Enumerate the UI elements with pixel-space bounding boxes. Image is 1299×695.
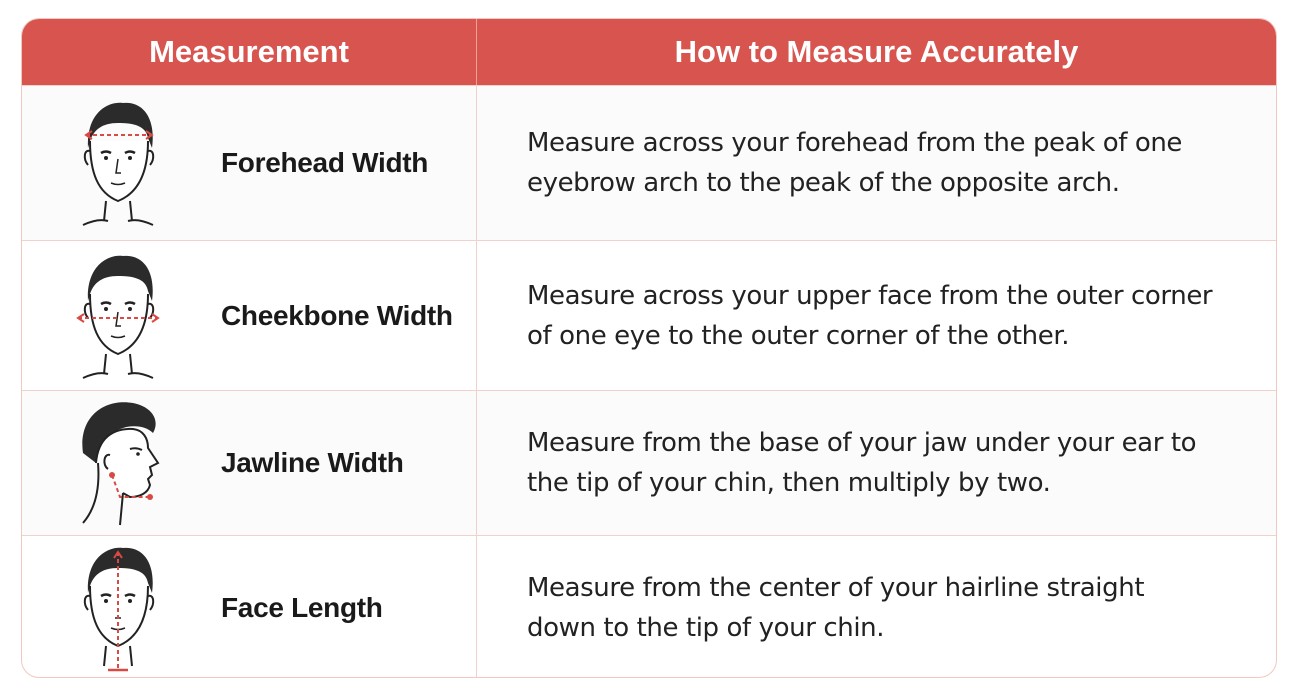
measurement-description: Measure across your upper face from the outer corner of one eye to the outer corner of the other.: [527, 280, 1213, 351]
measurement-cell: [22, 86, 477, 240]
face-length-icon: [68, 538, 168, 678]
table-row-face-length: [22, 535, 1276, 678]
face-profile-jawline-icon: [68, 393, 168, 533]
measurement-cell: [22, 536, 477, 678]
table-header: [22, 19, 1276, 85]
table-row-cheekbone-width: [22, 240, 1276, 390]
header-measurement: Measurement: [22, 19, 477, 85]
measurement-label: Forehead Width: [221, 147, 429, 178]
measurement-description: Measure across your forehead from the peak of one eyebrow arch to the peak of the opposite arch.: [527, 128, 1183, 198]
face-forehead-width-icon: [68, 93, 168, 233]
face-cheekbone-width-icon: [68, 246, 168, 386]
table-row-jawline-width: [22, 390, 1276, 535]
header-how-to-measure: How to Measure Accurately: [674, 34, 1079, 69]
measurement-label: Face Length: [221, 591, 383, 623]
measurement-cell: [22, 391, 477, 535]
description-cell: [477, 241, 1276, 390]
table-row-forehead-width: [22, 85, 1276, 240]
measurement-label: Jawline Width: [221, 447, 404, 478]
measurement-description: Measure from the center of your hairline straight down to the tip of your chin.: [527, 572, 1145, 643]
measurement-cell: [22, 241, 477, 390]
description-cell: [477, 86, 1276, 240]
description-cell: [477, 391, 1276, 535]
measurement-label: Cheekbone Width: [221, 299, 453, 331]
measurement-description: Measure from the base of your jaw under your ear to the tip of your chin, then multiply by two.: [527, 428, 1197, 498]
description-cell: [477, 536, 1276, 678]
measurement-table: [21, 18, 1277, 678]
